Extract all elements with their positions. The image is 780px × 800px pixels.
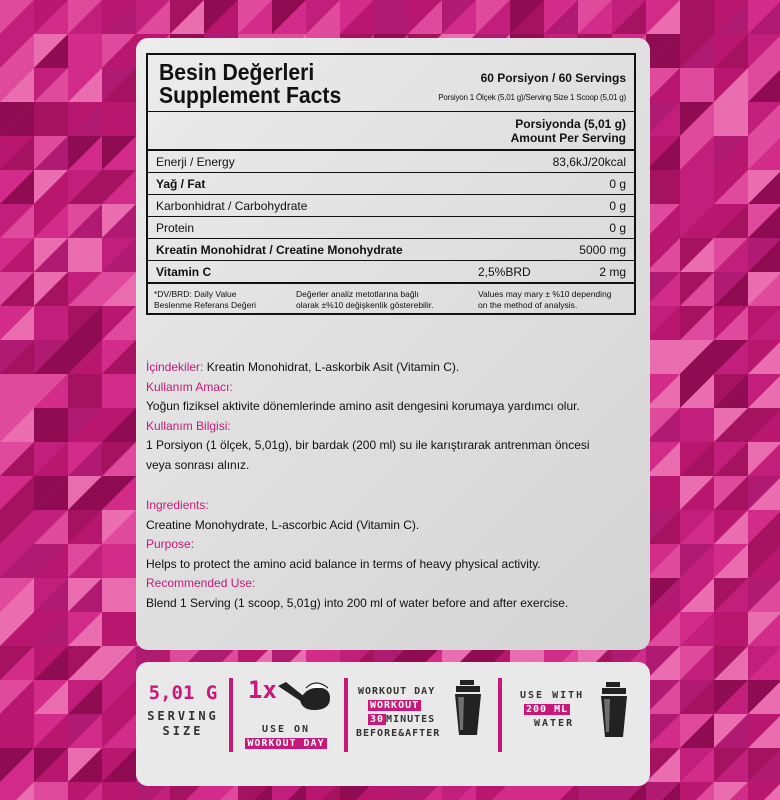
footnote-tr: Değerler analiz metotlarına bağlı olarak ±%10 değişkenlik gösterebilir. [296,289,434,310]
usage-icons-bar [136,662,650,786]
purpose-tr: Yoğun fiziksel aktivite dönemlerinde amino asit dengesini korumaya yardımcı olur. [146,399,580,413]
row-value: 83,6kJ/20kcal [552,155,626,169]
wd-minutes-label: MINUTES [386,714,436,725]
serving-label-2: SIZE [162,724,204,738]
row-value: 5000 mg [579,243,626,257]
shaker-icon [452,680,484,736]
row-label: Karbonhidrat / Carbohydrate [156,199,308,213]
shaker-icon [598,682,630,738]
scoop-badge [236,662,336,786]
row-value: 0 g [609,199,626,213]
serving-size-badge [144,662,222,786]
facts-row [148,239,634,261]
uw-tag: 200 ML [526,704,569,715]
facts-title-tr: Besin Değerleri [159,59,315,85]
facts-row [148,261,634,284]
amount-en: Amount Per Serving [510,131,626,145]
scoop-count: 1x [248,676,277,704]
wd-title: WORKOUT DAY [358,686,436,697]
usage-tr-line1: 1 Porsiyon (1 ölçek, 5,01g), bir bardak (200 ml) su ile karıştırarak antrenman öncesi [146,438,590,452]
row-value: 2 mg [599,265,626,279]
facts-row [148,217,634,239]
usage-en-label: Recommended Use: [146,576,256,590]
servings-count: 60 Porsiyon / 60 Servings [480,71,626,85]
workout-day-tag: WORKOUT DAY [247,738,325,749]
amount-per-serving [148,112,634,151]
product-description [146,358,636,613]
serving-size: Porsiyon 1 Ölçek (5,01 g)/Serving Size 1 Scoop (5,01 g) [438,93,626,102]
row-label: Kreatin Monohidrat / Creatine Monohydrate [156,243,403,257]
label-panel [136,38,650,650]
ingredients-en-label: Ingredients: [146,498,209,512]
row-label: Protein [156,221,195,235]
facts-row [148,173,634,195]
divider [498,678,502,752]
purpose-tr-label: Kullanım Amacı: [146,379,233,394]
row-label: Yağ / Fat [156,177,206,191]
row-value: 0 g [609,177,626,191]
workout-timing-badge [354,662,484,786]
footnote-dv: *DV/BRD: Daily Value Beslenme Referans Değeri [154,289,257,310]
ingredients-tr: İçindekiler: Kreatin Monohidrat, L-askorbik Asit (Vitamin C). [146,360,460,374]
serving-amount: 5,01 G [148,682,218,704]
facts-row [148,195,634,217]
footnote-en: Values may mary ± %10 depending on the method of analysis. [478,289,612,310]
purpose-en-label: Purpose: [146,537,195,551]
facts-title-en: Supplement Facts [159,82,342,108]
scoop-icon [276,676,332,714]
usage-tr-line2: veya sonrası alınız. [146,457,250,472]
wd-before-after: BEFORE&AFTER [356,728,441,739]
amount-tr: Porsiyonda (5,01 g) [515,117,626,131]
serving-label-1: SERVING [147,709,219,723]
row-label: Enerji / Energy [156,155,235,169]
ingredients-en: Creatine Monohydrate, L-ascorbic Acid (Vitamin C). [146,517,420,532]
facts-row [148,151,634,173]
uw-title: USE WITH [520,690,585,701]
uw-water: WATER [534,718,575,729]
row-dv: 2,5%BRD [478,265,531,279]
row-label: Vitamin C [156,265,212,279]
wd-tag: WORKOUT [370,700,420,711]
usage-tr-label: Kullanım Bilgisi: [146,418,231,433]
facts-header [148,55,634,112]
water-badge [510,662,640,786]
divider [344,678,348,752]
row-value: 0 g [609,221,626,235]
facts-footnote [148,284,634,324]
use-on-label: USE ON [261,724,311,735]
wd-minutes-value: 30 [370,714,385,725]
usage-en: Blend 1 Serving (1 scoop, 5,01g) into 200 ml of water before and after exercise. [146,595,569,610]
supplement-facts-table [146,53,636,315]
purpose-en: Helps to protect the amino acid balance in terms of heavy physical activity. [146,556,541,571]
divider [229,678,233,752]
